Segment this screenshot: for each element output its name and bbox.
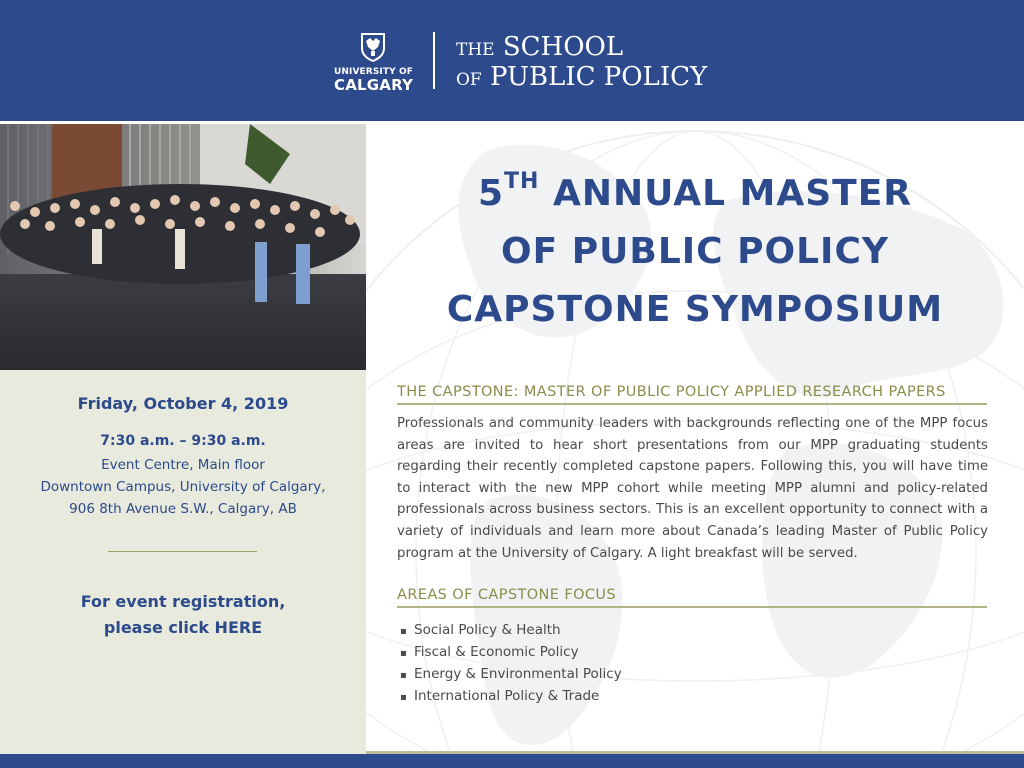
event-title-line2: OF PUBLIC POLICY [501, 231, 889, 272]
square-bullet-icon: ▪ [400, 670, 407, 681]
university-of-calgary-logo[interactable] [334, 32, 414, 92]
event-time: 7:30 a.m. – 9:30 a.m. [100, 433, 266, 449]
registration-text-line1: For event registration, [80, 592, 286, 611]
focus-areas-list [400, 619, 622, 707]
university-crest-icon [360, 32, 386, 62]
event-title-line1 [366, 169, 1024, 214]
event-date: Friday, October 4, 2019 [77, 394, 289, 413]
header-divider [433, 32, 435, 89]
event-details-panel [0, 370, 366, 754]
footer-bar [0, 754, 1024, 768]
list-item [400, 663, 622, 685]
school-logo-public-policy: PUBLIC POLICY [490, 62, 708, 92]
school-logo-school: SCHOOL [502, 32, 624, 62]
school-logo-line2 [456, 62, 707, 92]
title-line1-rest: ANNUAL MASTER [539, 173, 913, 214]
focus-area-label: Fiscal & Economic Policy [414, 644, 579, 660]
list-item [400, 685, 622, 707]
areas-heading: AREAS OF CAPSTONE FOCUS [397, 587, 987, 608]
event-location-line2: Downtown Campus, University of Calgary, [40, 479, 326, 495]
capstone-heading: THE CAPSTONE: MASTER OF PUBLIC POLICY APPLIED RESEARCH PAPERS [397, 384, 987, 405]
list-item [400, 619, 622, 641]
focus-area-label: Energy & Environmental Policy [414, 666, 622, 682]
group-photo [0, 124, 366, 370]
panel-divider [108, 551, 257, 552]
registration-link[interactable]: please click HERE [103, 618, 263, 637]
event-location-line3: 906 8th Avenue S.W., Calgary, AB [69, 501, 297, 517]
title-number: 5 [477, 173, 505, 214]
main-content [366, 121, 1024, 754]
square-bullet-icon: ▪ [400, 626, 407, 637]
school-of-public-policy-logo[interactable] [456, 32, 716, 92]
square-bullet-icon: ▪ [400, 648, 407, 659]
focus-area-label: Social Policy & Health [414, 622, 561, 638]
square-bullet-icon: ▪ [400, 692, 407, 703]
focus-area-label: International Policy & Trade [414, 688, 600, 704]
logo-text-university-of: UNIVERSITY OF [334, 67, 413, 77]
event-title-line3: CAPSTONE SYMPOSIUM [446, 289, 944, 330]
school-logo-line1 [456, 32, 623, 62]
header-banner [0, 0, 1024, 121]
school-logo-of: OF [456, 70, 482, 90]
event-location-line1: Event Centre, Main floor [101, 457, 265, 473]
school-logo-the: THE [456, 40, 495, 60]
group-photo-illustration [0, 124, 366, 370]
title-ordinal-suffix: TH [504, 169, 540, 194]
list-item [400, 641, 622, 663]
capstone-description: Professionals and community leaders with backgrounds reflecting one of the MPP focus areas are invited to hear short presentations from our MPP graduating students regarding their recently completed capstone papers. Following this, you will have time to interact with the new MPP cohort while meeting MPP alumni and policy-related professionals across business sectors. This is an excellent opportunity to connect with a variety of individuals and learn more about Canada’s leading Master of Public Policy program at the University of Calgary. A light breakfast will be served. [397, 416, 988, 561]
logo-text-calgary: CALGARY [334, 76, 414, 94]
